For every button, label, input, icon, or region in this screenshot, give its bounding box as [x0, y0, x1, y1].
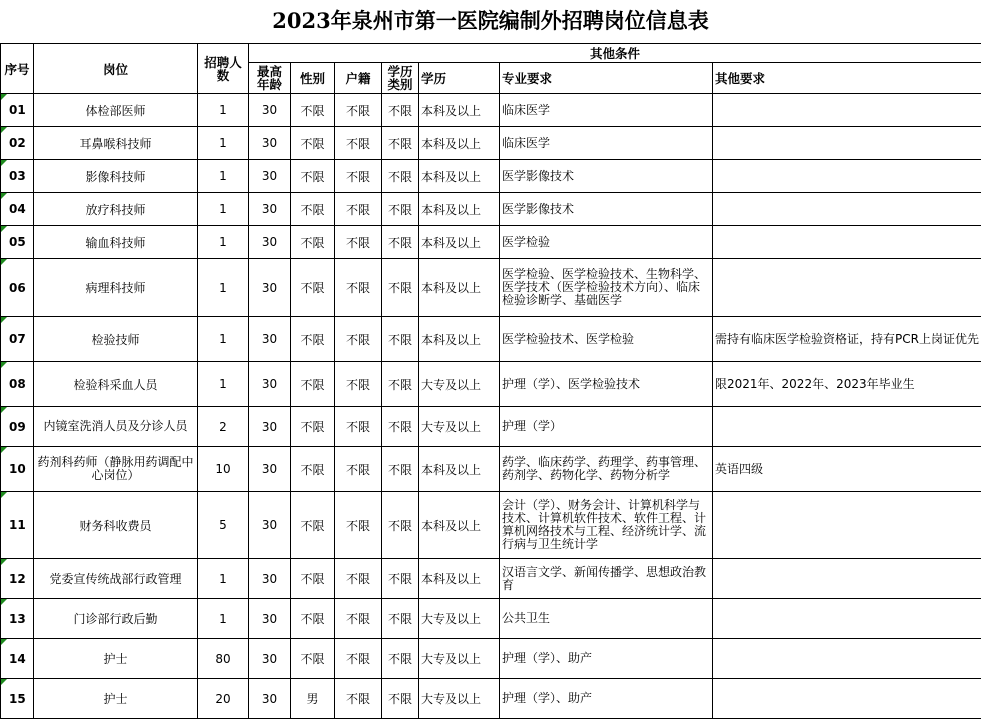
- table-row: [1, 193, 981, 226]
- row-hukou: 不限: [335, 160, 382, 193]
- row-max-age: 30: [249, 94, 291, 127]
- row-gender: 不限: [291, 317, 335, 362]
- recruitment-table: [0, 43, 981, 719]
- header-education: 学历: [419, 63, 500, 94]
- row-education: 本科及以上: [419, 127, 500, 160]
- row-hukou: 不限: [335, 679, 382, 719]
- row-position: 护士: [34, 679, 198, 719]
- row-position: 党委宣传统战部行政管理: [34, 559, 198, 599]
- row-position: 护士: [34, 639, 198, 679]
- row-count: 1: [198, 226, 249, 259]
- row-edu-type: 不限: [382, 447, 419, 492]
- row-seq: 06: [1, 259, 34, 317]
- row-seq: 05: [1, 226, 34, 259]
- row-other: [713, 259, 981, 317]
- row-education: 本科及以上: [419, 447, 500, 492]
- row-education: 大专及以上: [419, 599, 500, 639]
- row-hukou: 不限: [335, 94, 382, 127]
- table-row: [1, 559, 981, 599]
- row-position: 财务科收费员: [34, 492, 198, 559]
- row-major: 护理（学）: [500, 407, 713, 447]
- row-position: 检验科采血人员: [34, 362, 198, 407]
- row-count: 1: [198, 362, 249, 407]
- row-count: 1: [198, 193, 249, 226]
- table-row: [1, 679, 981, 719]
- row-gender: 不限: [291, 259, 335, 317]
- row-gender: 不限: [291, 492, 335, 559]
- row-major: 药学、临床药学、药理学、药事管理、药剂学、药物化学、药物分析学: [500, 447, 713, 492]
- row-gender: 不限: [291, 559, 335, 599]
- header-edu-type: 学历类别: [382, 63, 419, 94]
- table-row: [1, 259, 981, 317]
- row-major: 医学检验: [500, 226, 713, 259]
- row-education: 本科及以上: [419, 160, 500, 193]
- row-other: [713, 94, 981, 127]
- row-gender: 不限: [291, 193, 335, 226]
- row-max-age: 30: [249, 193, 291, 226]
- table-row: [1, 127, 981, 160]
- row-edu-type: 不限: [382, 559, 419, 599]
- row-hukou: 不限: [335, 407, 382, 447]
- table-row: [1, 226, 981, 259]
- row-position: 药剂科药师（静脉用药调配中心岗位）: [34, 447, 198, 492]
- row-seq: 12: [1, 559, 34, 599]
- row-max-age: 30: [249, 259, 291, 317]
- row-max-age: 30: [249, 639, 291, 679]
- row-count: 20: [198, 679, 249, 719]
- row-max-age: 30: [249, 160, 291, 193]
- row-other: [713, 492, 981, 559]
- row-max-age: 30: [249, 599, 291, 639]
- row-education: 大专及以上: [419, 362, 500, 407]
- row-major: 医学影像技术: [500, 160, 713, 193]
- row-gender: 男: [291, 679, 335, 719]
- row-education: 大专及以上: [419, 639, 500, 679]
- header-seq: 序号: [1, 44, 34, 94]
- row-other: [713, 679, 981, 719]
- table-row: [1, 160, 981, 193]
- table-row: [1, 317, 981, 362]
- row-major: 临床医学: [500, 94, 713, 127]
- row-seq: 08: [1, 362, 34, 407]
- row-gender: 不限: [291, 362, 335, 407]
- row-hukou: 不限: [335, 317, 382, 362]
- row-other: 需持有临床医学检验资格证，持有PCR上岗证优先: [713, 317, 981, 362]
- row-position: 体检部医师: [34, 94, 198, 127]
- row-seq: 03: [1, 160, 34, 193]
- row-other: [713, 226, 981, 259]
- row-other: [713, 559, 981, 599]
- row-education: 大专及以上: [419, 679, 500, 719]
- row-education: 本科及以上: [419, 94, 500, 127]
- header-max-age: 最高年龄: [249, 63, 291, 94]
- header-major: 专业要求: [500, 63, 713, 94]
- row-other: [713, 407, 981, 447]
- row-max-age: 30: [249, 127, 291, 160]
- row-max-age: 30: [249, 407, 291, 447]
- row-education: 本科及以上: [419, 193, 500, 226]
- row-other: [713, 160, 981, 193]
- row-max-age: 30: [249, 492, 291, 559]
- row-count: 1: [198, 599, 249, 639]
- row-count: 1: [198, 317, 249, 362]
- row-position: 病理科技师: [34, 259, 198, 317]
- row-hukou: 不限: [335, 193, 382, 226]
- table-row: [1, 447, 981, 492]
- row-gender: 不限: [291, 94, 335, 127]
- row-count: 10: [198, 447, 249, 492]
- row-max-age: 30: [249, 362, 291, 407]
- row-education: 本科及以上: [419, 226, 500, 259]
- table-row: [1, 407, 981, 447]
- row-hukou: 不限: [335, 639, 382, 679]
- row-major: 会计（学）、财务会计、计算机科学与技术、计算机软件技术、软件工程、计算机网络技术与工程、经济统计学、流行病与卫生统计学: [500, 492, 713, 559]
- row-hukou: 不限: [335, 559, 382, 599]
- row-major: 医学检验、医学检验技术、生物科学、医学技术（医学检验技术方向）、临床检验诊断学、基础医学: [500, 259, 713, 317]
- row-max-age: 30: [249, 679, 291, 719]
- row-edu-type: 不限: [382, 679, 419, 719]
- row-gender: 不限: [291, 127, 335, 160]
- row-other: [713, 127, 981, 160]
- row-hukou: 不限: [335, 362, 382, 407]
- row-edu-type: 不限: [382, 127, 419, 160]
- row-gender: 不限: [291, 407, 335, 447]
- row-seq: 04: [1, 193, 34, 226]
- row-major: 护理（学）、助产: [500, 639, 713, 679]
- row-major: 护理（学）、助产: [500, 679, 713, 719]
- row-max-age: 30: [249, 317, 291, 362]
- row-edu-type: 不限: [382, 407, 419, 447]
- row-edu-type: 不限: [382, 317, 419, 362]
- row-max-age: 30: [249, 447, 291, 492]
- row-count: 1: [198, 160, 249, 193]
- row-education: 大专及以上: [419, 407, 500, 447]
- row-seq: 10: [1, 447, 34, 492]
- row-major: 医学影像技术: [500, 193, 713, 226]
- row-count: 1: [198, 259, 249, 317]
- row-gender: 不限: [291, 160, 335, 193]
- row-gender: 不限: [291, 447, 335, 492]
- row-major: 公共卫生: [500, 599, 713, 639]
- row-other: [713, 193, 981, 226]
- row-position: 影像科技师: [34, 160, 198, 193]
- row-seq: 09: [1, 407, 34, 447]
- row-major: 临床医学: [500, 127, 713, 160]
- row-position: 输血科技师: [34, 226, 198, 259]
- row-edu-type: 不限: [382, 259, 419, 317]
- row-edu-type: 不限: [382, 226, 419, 259]
- row-major: 护理（学）、医学检验技术: [500, 362, 713, 407]
- table-row: [1, 599, 981, 639]
- row-gender: 不限: [291, 599, 335, 639]
- row-position: 放疗科技师: [34, 193, 198, 226]
- row-major: 汉语言文学、新闻传播学、思想政治教育: [500, 559, 713, 599]
- row-seq: 14: [1, 639, 34, 679]
- row-position: 门诊部行政后勤: [34, 599, 198, 639]
- row-education: 本科及以上: [419, 492, 500, 559]
- row-count: 80: [198, 639, 249, 679]
- row-seq: 07: [1, 317, 34, 362]
- row-edu-type: 不限: [382, 492, 419, 559]
- row-count: 1: [198, 94, 249, 127]
- table-row: [1, 639, 981, 679]
- header-hukou: 户籍: [335, 63, 382, 94]
- row-education: 本科及以上: [419, 259, 500, 317]
- row-position: 检验技师: [34, 317, 198, 362]
- row-edu-type: 不限: [382, 94, 419, 127]
- table-row: [1, 362, 981, 407]
- row-seq: 01: [1, 94, 34, 127]
- row-education: 本科及以上: [419, 317, 500, 362]
- row-position: 耳鼻喉科技师: [34, 127, 198, 160]
- row-edu-type: 不限: [382, 193, 419, 226]
- table-row: [1, 492, 981, 559]
- row-edu-type: 不限: [382, 362, 419, 407]
- row-position: 内镜室洗消人员及分诊人员: [34, 407, 198, 447]
- row-count: 1: [198, 127, 249, 160]
- header-gender: 性别: [291, 63, 335, 94]
- row-other: [713, 639, 981, 679]
- row-hukou: 不限: [335, 259, 382, 317]
- row-count: 2: [198, 407, 249, 447]
- row-gender: 不限: [291, 639, 335, 679]
- row-seq: 11: [1, 492, 34, 559]
- row-major: 医学检验技术、医学检验: [500, 317, 713, 362]
- row-hukou: 不限: [335, 492, 382, 559]
- row-count: 5: [198, 492, 249, 559]
- header-other: 其他要求: [713, 63, 981, 94]
- row-edu-type: 不限: [382, 160, 419, 193]
- row-hukou: 不限: [335, 127, 382, 160]
- row-education: 本科及以上: [419, 559, 500, 599]
- row-other: 限2021年、2022年、2023年毕业生: [713, 362, 981, 407]
- row-gender: 不限: [291, 226, 335, 259]
- row-seq: 13: [1, 599, 34, 639]
- row-hukou: 不限: [335, 599, 382, 639]
- table-row: [1, 94, 981, 127]
- row-max-age: 30: [249, 226, 291, 259]
- header-other-conditions: 其他条件: [249, 44, 981, 63]
- header-position: 岗位: [34, 44, 198, 94]
- row-count: 1: [198, 559, 249, 599]
- row-max-age: 30: [249, 559, 291, 599]
- row-hukou: 不限: [335, 226, 382, 259]
- row-other: [713, 599, 981, 639]
- header-count: 招聘人数: [198, 44, 249, 94]
- row-other: 英语四级: [713, 447, 981, 492]
- row-edu-type: 不限: [382, 639, 419, 679]
- row-edu-type: 不限: [382, 599, 419, 639]
- row-hukou: 不限: [335, 447, 382, 492]
- row-seq: 02: [1, 127, 34, 160]
- row-seq: 15: [1, 679, 34, 719]
- page-title: 2023年泉州市第一医院编制外招聘岗位信息表: [272, 8, 709, 33]
